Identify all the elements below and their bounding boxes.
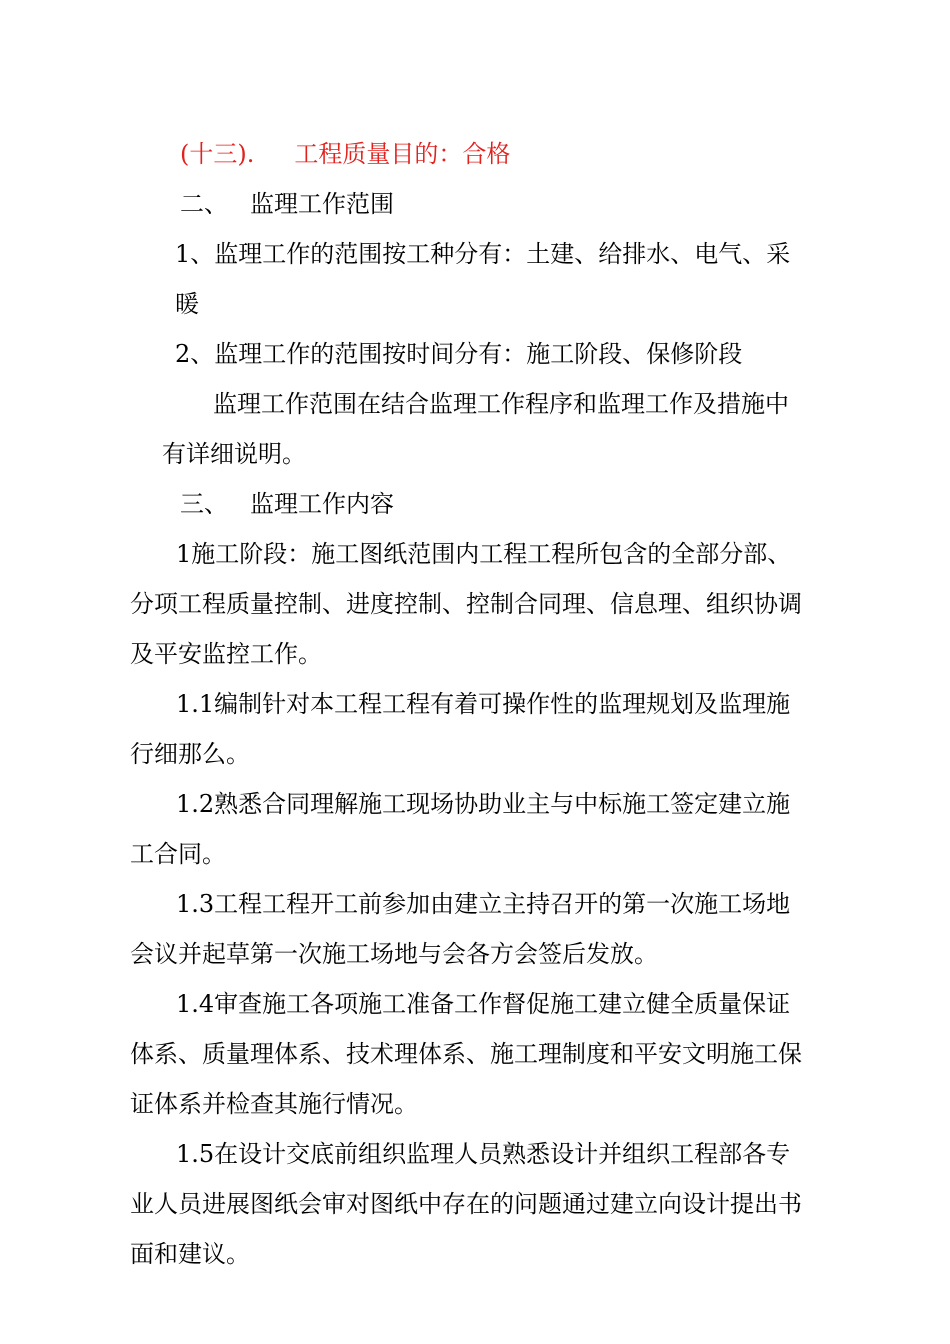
content-line-6: 1.2熟悉合同理解施工现场协助业主与中标施工签定建立施 — [176, 790, 791, 818]
content-line-11: 体系、质量理体系、技术理体系、施工理制度和平安文明施工保 — [130, 1040, 802, 1068]
content-line-10: 1.4审查施工各项施工准备工作督促施工建立健全质量保证 — [176, 990, 791, 1018]
scope-line-2: 暖 — [175, 290, 199, 318]
quality-goal-number: (十三). — [180, 140, 255, 168]
quality-goal-line — [180, 138, 510, 170]
content-line-4: 1.1编制针对本工程工程有着可操作性的监理规划及监理施 — [176, 690, 791, 718]
section-3-number: 三、 — [180, 490, 228, 518]
section-2-heading — [180, 188, 394, 220]
section-2-title: 监理工作范围 — [250, 190, 394, 218]
content-line-12: 证体系并检查其施行情况。 — [130, 1090, 418, 1118]
content-line-9: 会议并起草第一次施工场地与会各方会签后发放。 — [130, 940, 658, 968]
content-line-8: 1.3工程工程开工前参加由建立主持召开的第一次施工场地 — [176, 890, 791, 918]
scope-line-1: 1、监理工作的范围按工种分有：土建、给排水、电气、采 — [175, 240, 791, 268]
content-line-7: 工合同。 — [130, 840, 226, 868]
scope-line-3: 2、监理工作的范围按时间分有：施工阶段、保修阶段 — [175, 340, 743, 368]
scope-line-5: 有详细说明。 — [162, 440, 306, 468]
content-line-15: 面和建议。 — [130, 1240, 250, 1268]
content-line-14: 业人员进展图纸会审对图纸中存在的问题通过建立向设计提出书 — [130, 1190, 802, 1218]
content-line-5: 行细那么。 — [130, 740, 250, 768]
content-line-3: 及平安监控工作。 — [130, 640, 322, 668]
content-line-1: 1施工阶段：施工图纸范围内工程工程所包含的全部分部、 — [176, 540, 792, 568]
content-line-2: 分项工程质量控制、进度控制、控制合同理、信息理、组织协调 — [130, 590, 802, 618]
section-3-title: 监理工作内容 — [250, 490, 394, 518]
section-2-number: 二、 — [180, 190, 228, 218]
quality-goal-text: 工程质量目的：合格 — [294, 140, 511, 168]
content-line-13: 1.5在设计交底前组织监理人员熟悉设计并组织工程部各专 — [176, 1140, 791, 1168]
section-3-heading — [180, 488, 394, 520]
scope-line-4: 监理工作范围在结合监理工作程序和监理工作及措施中 — [213, 390, 789, 418]
